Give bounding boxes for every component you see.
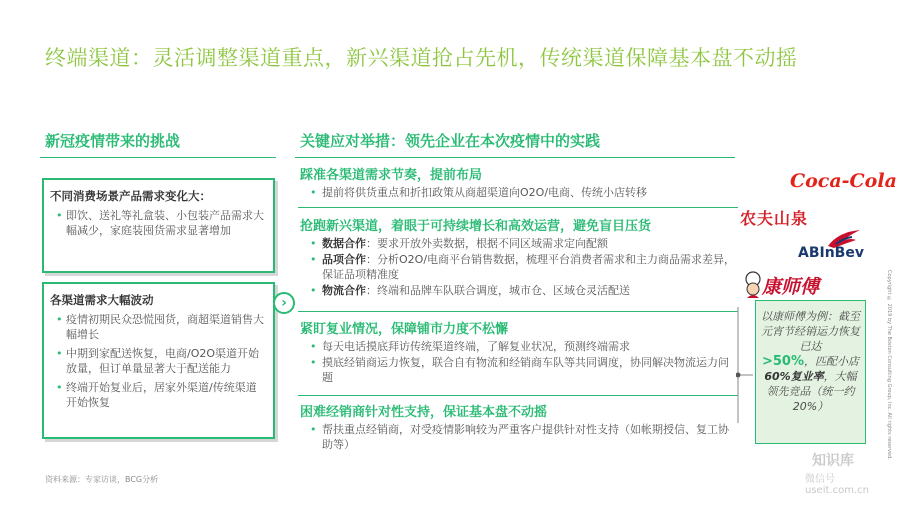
page-title: 终端渠道：灵活调整渠道重点，新兴渠道抢占先机，传统渠道保障基本盘不动摇 bbox=[45, 46, 798, 70]
master-kong-logo: 康师傅 bbox=[762, 276, 820, 298]
measure-section-3 bbox=[298, 318, 738, 386]
measures-heading: 关键应对举措：领先企业在本次疫情中的实践 bbox=[300, 132, 601, 150]
section-title: 紧盯复业情况，保障铺市力度不松懈 bbox=[300, 322, 509, 337]
section-bullet: • 摸底经销商运力恢复，联合自有物流和经销商车队等共同调度，协同解决物流运力问题 bbox=[298, 355, 738, 385]
section-divider bbox=[298, 207, 738, 208]
copyright-note: Copyright © 2019 by The Boston Consulting Group, Inc. All rights reserved. bbox=[886, 270, 892, 460]
source-note: 资料来源：专家访谈，BCG分析 bbox=[45, 475, 159, 484]
measure-section-4 bbox=[298, 401, 738, 453]
challenges-heading: 新冠疫情带来的挑战 bbox=[45, 132, 181, 150]
section-divider bbox=[298, 395, 738, 396]
master-kong-callout bbox=[755, 300, 866, 444]
card-bullet: • 中期到家配送恢复，电商/O2O渠道开始放量，但订单量显著大于配送能力 bbox=[50, 346, 267, 376]
card-title: 各渠道需求大幅波动 bbox=[50, 293, 154, 307]
ab-inbev-logo: ABInBev bbox=[798, 245, 864, 261]
callout-bold: 60%复业率 bbox=[764, 370, 824, 383]
measure-section-2 bbox=[298, 215, 738, 299]
challenges-divider bbox=[40, 157, 276, 158]
card-bullet: • 即饮、送礼等礼盒装、小包装产品需求大幅减少，家庭装囤货需求显著增加 bbox=[50, 208, 267, 238]
measure-section-1 bbox=[298, 164, 738, 201]
section-title: 困难经销商针对性支持，保证基本盘不动摇 bbox=[300, 405, 548, 420]
card-title: 不同消费场景产品需求变化大： bbox=[50, 189, 211, 203]
section-divider bbox=[298, 311, 738, 312]
chevron-right-icon: › bbox=[273, 292, 295, 314]
measures-divider bbox=[295, 157, 735, 158]
watermark-sub: 微信号 useit.com.cn bbox=[805, 474, 869, 496]
nongfu-spring-logo: 农夫山泉 bbox=[740, 209, 809, 228]
callout-text: ，匹配小店 bbox=[804, 355, 859, 368]
section-bullet: • 数据合作：要求开放外卖数据，根据不同区域需求定向配额 bbox=[298, 236, 738, 251]
chef-icon bbox=[742, 270, 764, 300]
callout-text: ，大幅领先竞品（统一约20%） bbox=[766, 370, 857, 413]
challenge-card-channels bbox=[42, 282, 275, 439]
section-bullet: • 帮扶重点经销商，对受疫情影响较为严重客户提供针对性支持（如帐期授信、复工协助等） bbox=[298, 422, 738, 452]
section-title: 抢跑新兴渠道，着眼于可持续增长和高效运营，避免盲目压货 bbox=[300, 219, 652, 234]
card-bullet: • 终端开始复业后，居家外渠道/传统渠道开始恢复 bbox=[50, 380, 267, 410]
section-bullet: • 每天电话摸底拜访传统渠道终端，了解复业状况，预测终端需求 bbox=[298, 339, 738, 354]
section-bullet: • 物流合作：终端和品牌车队联合调度，城市仓、区域仓灵活配送 bbox=[298, 283, 738, 298]
watermark: 知识库 bbox=[812, 453, 854, 469]
card-bullet: • 疫情初期民众恐慌囤货，商超渠道销售大幅增长 bbox=[50, 312, 267, 342]
section-bullet: • 提前将供货重点和折扣政策从商超渠道向O2O/电商、传统小店转移 bbox=[298, 185, 738, 200]
section-title: 踩准各渠道需求节奏，提前布局 bbox=[300, 168, 483, 183]
callout-percent: >50% bbox=[761, 354, 804, 369]
challenge-card-demand bbox=[42, 178, 275, 273]
callout-bracket bbox=[736, 305, 755, 425]
callout-text: 以康师傅为例：截至元宵节经销运力恢复已达 bbox=[761, 310, 860, 353]
section-bullet: • 品项合作：分析O2O/电商平台销售数据，梳理平台消费者需求和主力商品需求差异，保证品项精准度 bbox=[298, 252, 738, 282]
coca-cola-logo: Coca-Cola bbox=[790, 170, 897, 192]
